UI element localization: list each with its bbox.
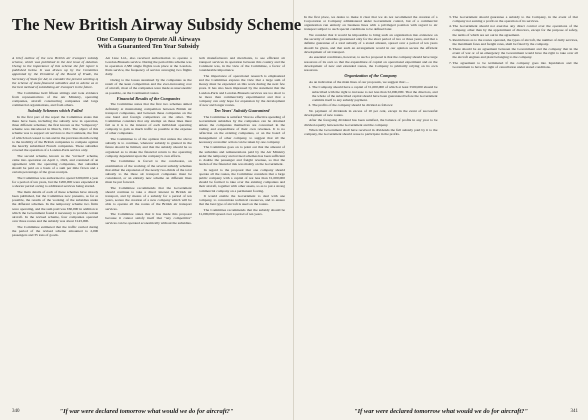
right-page-header [304, 6, 578, 13]
article-subtitle [12, 36, 285, 51]
article-title: The New British Airway Subsidy Scheme [12, 15, 302, 34]
list-item: 5. Restrictions as to the routes operated, the types of aircraft, the number of daily services, the maximum fares and freight rates, shall be fixed by the company. [453, 38, 579, 46]
paragraph: The Committee is satisfied "that no effective spending of Government subsidies by the companies can be obtained unless the companies themselves are concerned in the trading and expenditure of their own revenues. It is no reflection on the existing companies, or on the board of management of other company, to suggest that all the necessary economic action can be taken by one company. [198, 114, 285, 144]
left-page-number: 340 [12, 409, 20, 414]
numbered-list [445, 15, 579, 69]
paragraph: No payment of dividends in excess of 10 per cent, except in the event of successful development of new routes. [304, 108, 438, 117]
right-footer-slogan: "If war were declared tomorrow what would we do for aircraft?" [353, 408, 529, 415]
paragraph: In regard to the proposal that one company should operate all the routes, the Committee considers that a large public company with a capital of not less than £1,000,000 should be formed to take over the existing companies and their aircraft, together with other assets, so as to put a strong commercial company on a permanent footing. [198, 167, 285, 193]
left-column-3 [199, 56, 285, 396]
subtitle-line-1: One Company to Operate All Airways [96, 36, 201, 43]
paragraph: The second scheme, known as the "revised" scheme, came into operation on April 1, 1922, and consisted of an agreement with the operating companies, that subsidies should be paid on a basis of a sum per mile flown and a certain percentage of the gross receipts. [12, 153, 99, 175]
paragraph: The Committee states that it has made this proposal because it cannot satisfy itself that "any competitive" services can be operated economically without the subsidies. [105, 212, 192, 225]
left-column-1 [12, 56, 98, 396]
section-heading: Subsidy Schemes which Failed [27, 108, 83, 114]
intro-paragraph: A brief outline of the new British air transport subsidy scheme, which was published in the last issue of Aviation. Owing to the importance of this scheme the full report is published below. It was drawn up by the Committee appointed by the President of the Board of Trade, the Secretary of State for Air, to consider the present working of the scheme of state-financed subsidies and to advise as to the best method of subsidizing air transport in the future. [12, 55, 99, 89]
section-heading: Organization of the Company [344, 73, 398, 79]
subtitle-line-2: With a Guaranteed Ten Year Subsidy [97, 43, 200, 51]
paragraph: After the foregoing dividend has been satisfied, the balance of profits in any year to be divided equally between the Government and the company. [304, 118, 438, 127]
list-item: 4. The Government should not exercise any direct control over the operations of the company, other than by the appointment of directors, except for the purpose of safety, the terms of which are set out in the agreement. [453, 24, 579, 36]
list-item: 6. There should be an agreement between the Government and the company that in the event of war or of an emergency the Government would have the right to take over all the aircraft engines and plant belonging to the company. [453, 47, 579, 59]
paragraph: The Committee states that the first two schemes aimed definitely at maintaining competition between British air transport companies, and between these companies on the one hand and foreign competitors on the other. The Committee considers that any attempt on these lines must fail as it is to the interest of each individual operating company to gain as much traffic as possible at the expense of other companies. [105, 102, 192, 136]
paragraph: The main details of each of these schemes have already been published, but the Committee now presents, as far as possible, the results of the working of the subsidies under the different schemes. In the temporary scheme two firms were operating, and the sum paid was £60,000 in addition to which the Government found it necessary to provide certain aircraft. In the revised scheme, four companies operated over three routes and the subsidy was about £143,000. [12, 190, 99, 224]
paragraph: The Committee is forced to the conclusion, on examination of the working of the several subsidy schemes that either the expansion of the nearly two-thirds of the total subsidy to the three air transport companies must be considered, or an entirely new scheme on different lines must be put forward. [105, 159, 192, 185]
paragraph: As essential conditions, however, to such a proposal is that the company should have large resources of its own so that the expenditure of capital on operational experiment and on the development of new and extended routes, the Company is primarily relying on its own resources. [304, 55, 438, 72]
paragraph: It would enable the Government to deal with one company, to concentrate technical resources, and to ensure that the best type of aircraft is used on the routes. [198, 194, 285, 207]
right-columns [304, 15, 578, 397]
right-column-1 [304, 15, 438, 397]
paragraph: The Committee recommends that the Government should continue to take a direct interest in British air transport, and by means of a subsidy for a period of ten years, secure the creation of a new company which will be able to operate all the routes of the British air transport services. [105, 185, 192, 211]
paragraph: The Committee was authorized to spend £200,000 a year for a period of ten years, but the £200,000 were expended in a shorter period owing to additional services being started. [12, 176, 99, 189]
paragraph: The Committee recommends that the subsidy should be £1,000,000 spread over a period of ten years. [198, 208, 285, 217]
paragraph: Owing to the losses sustained by the companies as the result of the keen competition and the ever-increasing cost of aircraft, most of the companies were made as uneconomic as possible, on the Continental routes. [105, 78, 192, 95]
paragraph: In the first place, we desire to make it clear that we do not recommend the creation of a Corporation or Company administered under Government control, but of a commercial organization run entirely on business lines with a privileged position with regard to air transport subject to such special conditions to be defined later. [304, 15, 438, 32]
right-page-number: 341 [570, 409, 578, 414]
paragraph: When the Government shall have received in dividends the full subsidy paid by it to the company, the Government should cease to participate in the profits. [304, 128, 438, 137]
list-item: 2. The profits of the company should be divided as follows: [312, 103, 438, 107]
paragraph: The Committee estimated that the traffic carried during the period of the revised scheme amounted to 2,000 passengers and 35 tons of goods. [12, 224, 99, 238]
right-column-2 [445, 15, 579, 397]
paragraph: The Committee is of the opinion that unless the above subsidy is to continue, whatever subsidy is granted in the future should be limited, and that the subsidy should be so organized as to make the financial return to the operating company dependent upon the company's own efforts. [105, 137, 192, 158]
left-page-header [12, 6, 285, 13]
right-page [294, 0, 588, 420]
left-footer-slogan: "If war were declared tomorrow what would we do for aircraft?" [59, 408, 234, 415]
list-item: 3. The Government should guarantee a subsidy to the Company, in the event of that company not earning a profit on the operation of its services. [453, 15, 579, 23]
list-item: 7. The agreement to be terminated if the company goes into liquidation and the Government to have the right of cancellation under stated conditions. [453, 61, 579, 69]
paragraph: The Committee goes on to point out that the amount of the subsidies and remunerations paid by the Air Ministry under the temporary and revised schemes has been sufficient to double the passenger and freight revenue, so that the burden of the financial risk was mainly on the Government. [198, 145, 285, 167]
list-item: 1. The Company should have a capital of £1,000,000 of which at least £500,000 should be subscribed with the right to increase to not less than £2,000,000. That the directors, and the whole of the subscribed capital should have been guaranteed before the Government commits itself to any subsidy payment. [312, 85, 438, 102]
paragraph: both manufacturers and merchants, to see efficient air transport services in operation between this country and the Continent was, in the view of the Committee, a factor of considerable importance. [198, 55, 285, 73]
numbered-list [304, 85, 438, 107]
paragraph: In the first part of the report the Committee states that there have been, including the subsidy now in operation, three different schemes; the first known as the "temporary" scheme was introduced in March, 1921. The object of this scheme was to support air services to the Continent, the first of which had ceased to run and in the previous month owing to the inability of the British companies to compete against the heavily subsidized French companies. These subsidies covered the operation of a London-Paris service only. [12, 114, 99, 153]
paragraph: The Committee held fifteen sittings and took evidence from representatives of the Air Ministry, operating companies, aircraft constructing companies and large commercial organizations, and from others. [12, 90, 99, 108]
section-heading: Financial Results of the Companies [116, 95, 181, 101]
paragraph: We consider that it would be impossible to bring such an organization into existence on the security of subsidies guaranteed only for the short period of two or three years, and that a definite guarantee of a total subsidy of a stated amount, spread over a period of ten years should be given, and that such an arrangement would in our opinion secure the efficient development of air transport. [304, 33, 438, 54]
left-columns [12, 56, 285, 396]
paragraph: As an indication of the main lines of our proposals, we suggest that:— [309, 79, 409, 84]
section-heading: Ten Years' Subsidy Guaranteed [214, 108, 270, 114]
paragraph: The importance of operational research is emphasized and the Committee express the view that a large sum of money must be expended on this work during the next few years. It has also been impressed by the statement that the London-Paris and London-Brussels services are too short to be more than commercially experimental and that a company can only hope for expansion by the development of new and longer routes. [198, 73, 285, 108]
left-column-2 [105, 56, 191, 396]
paragraph: Air Line Ltd., also received authorization to operate a London-Brussels service. During the period this scheme was in operation 2,580 single flights took place at the London-Paris service, the frequency of service averaging two flights daily. [105, 55, 192, 77]
